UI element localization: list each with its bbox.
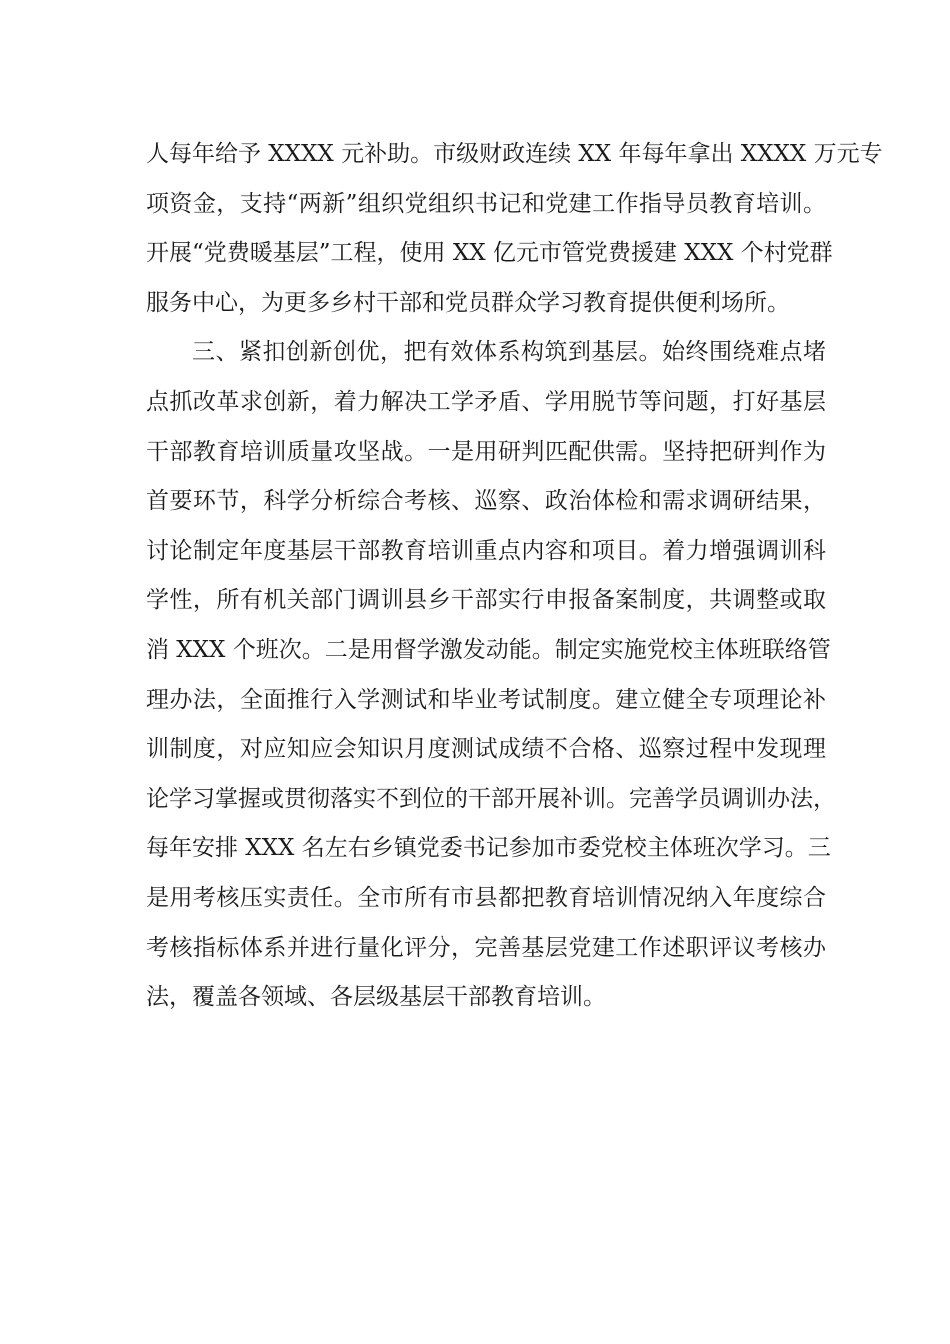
text-line: 每年安排 XXX 名左右乡镇党委书记参加市委党校主体班次学习。三 [146,835,831,862]
text-line: 训制度，对应知应会知识月度测试成绩不合格、巡察过程中发现理 [146,736,826,763]
paragraph-1 [146,130,883,328]
text-line: 学性，所有机关部门调训县乡干部实行申报备案制度，共调整或取 [146,587,826,614]
document-body [146,130,883,1023]
paragraph-2 [146,328,836,1022]
text-line: 论学习掌握或贯彻落实不到位的干部开展补训。完善学员调训办法， [146,785,836,812]
text-line: 服务中心，为更多乡村干部和党员群众学习教育提供便利场所。 [146,289,790,316]
text-line: 理办法，全面推行入学测试和毕业考试制度。建立健全专项理论补 [146,686,826,713]
text-line: 首要环节，科学分析综合考核、巡察、政治体检和需求调研结果， [146,488,826,515]
text-line: 点抓改革求创新，着力解决工学矛盾、学用脱节等问题，打好基层 [146,388,826,415]
text-line: 考核指标体系并进行量化评分，完善基层党建工作述职评议考核办 [146,934,826,961]
text-line: 开展“党费暖基层”工程，使用 XX 亿元市管党费援建 XXX 个村党群 [146,240,833,267]
text-line: 消 XXX 个班次。二是用督学激发动能。制定实施党校主体班联络管 [146,636,831,663]
text-line: 项资金，支持“两新”组织党组织书记和党建工作指导员教育培训。 [146,190,826,217]
text-line: 法，覆盖各领域、各层级基层干部教育培训。 [146,984,606,1011]
text-line: 人每年给予 XXXX 元补助。市级财政连续 XX 年每年拿出 XXXX 万元专 [146,141,883,167]
text-line: 三、紧扣创新创优，把有效体系构筑到基层。始终围绕难点堵 [192,339,826,366]
text-line: 是用考核压实责任。全市所有市县都把教育培训情况纳入年度综合 [146,884,826,911]
text-line: 讨论制定年度基层干部教育培训重点内容和项目。着力增强调训科 [146,537,826,564]
text-line: 干部教育培训质量攻坚战。一是用研判匹配供需。坚持把研判作为 [146,438,826,465]
